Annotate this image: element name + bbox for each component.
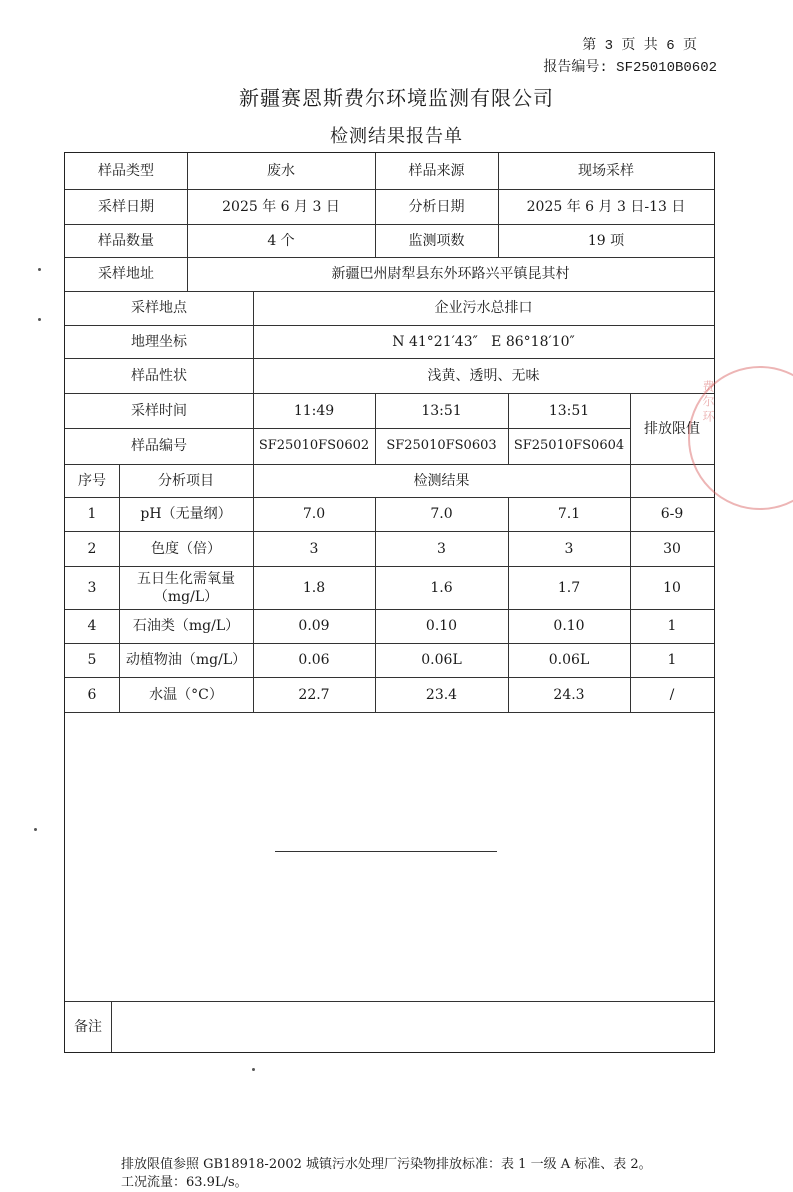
row-value-3: 1.7 bbox=[557, 579, 581, 596]
point-label: 采样地点 bbox=[131, 300, 187, 316]
report-title: 检测结果报告单 bbox=[330, 126, 463, 147]
time-2: 13:51 bbox=[421, 402, 462, 419]
row-value-2: 0.06L bbox=[421, 652, 462, 668]
nature-value: 浅黄、透明、无味 bbox=[427, 367, 540, 384]
code-label: 样品编号 bbox=[131, 438, 187, 454]
monitor-items-value: 19 项 bbox=[587, 232, 625, 249]
row-limit: / bbox=[669, 686, 675, 703]
page-info: 第 3 页 共 6 页 bbox=[582, 38, 697, 54]
row-seq: 5 bbox=[87, 652, 97, 668]
row-value-3: 0.06L bbox=[548, 652, 590, 668]
row-value-1: 22.7 bbox=[298, 686, 330, 703]
coords-value: N 41°21′43″ E 86°18′10″ bbox=[392, 333, 575, 350]
sample-source-label: 样品来源 bbox=[408, 163, 465, 179]
row-seq: 3 bbox=[87, 579, 97, 596]
row-value-2: 0.10 bbox=[425, 618, 458, 634]
limit-label: 排放限值 bbox=[644, 420, 700, 437]
sample-source-value: 现场采样 bbox=[578, 163, 634, 179]
time-label: 采样时间 bbox=[131, 402, 187, 419]
sample-type-value: 废水 bbox=[267, 163, 295, 179]
remarks-label: 备注 bbox=[74, 1018, 102, 1035]
scan-speck bbox=[34, 828, 37, 831]
row-limit: 6-9 bbox=[660, 506, 684, 522]
row-value-1: 7.0 bbox=[302, 506, 326, 522]
row-seq: 4 bbox=[87, 618, 97, 634]
row-item: 动植物油（mg/L） bbox=[125, 652, 247, 668]
code-3: SF25010FS0604 bbox=[513, 438, 625, 453]
company-name: 新疆赛恩斯费尔环境监测有限公司 bbox=[239, 86, 554, 110]
row-value-2: 1.6 bbox=[430, 579, 453, 596]
row-limit: 1 bbox=[667, 652, 677, 668]
address-value: 新疆巴州尉犁县东外环路兴平镇昆其村 bbox=[331, 266, 570, 282]
row-value-2: 3 bbox=[437, 540, 446, 557]
sampling-date-value: 2025 年 6 月 3 日 bbox=[222, 198, 340, 215]
remarks-text bbox=[121, 1156, 691, 1192]
row-item: 五日生化需氧量（mg/L） bbox=[137, 570, 235, 605]
row-seq: 1 bbox=[87, 506, 97, 522]
remarks-line-1: 排放限值参照 GB18918-2002 城镇污水处理厂污染物排放标准：表 1 一级 A 标准、表 2。 bbox=[121, 1157, 652, 1172]
scan-speck bbox=[38, 268, 41, 271]
seq-label: 序号 bbox=[78, 472, 106, 489]
row-value-1: 0.06 bbox=[298, 652, 330, 668]
analysis-date-label: 分析日期 bbox=[408, 198, 465, 215]
sample-type-label: 样品类型 bbox=[98, 163, 154, 179]
row-seq: 6 bbox=[87, 686, 97, 703]
row-value-2: 23.4 bbox=[425, 686, 458, 703]
time-1: 11:49 bbox=[293, 402, 335, 419]
row-item: 水温（°C） bbox=[149, 686, 223, 703]
row-value-1: 1.8 bbox=[302, 579, 326, 596]
row-value-1: 3 bbox=[309, 540, 319, 557]
row-seq: 2 bbox=[87, 540, 97, 557]
address-label: 采样地址 bbox=[98, 266, 154, 282]
seal-stamp-text: 费尔环 bbox=[701, 380, 715, 425]
code-2: SF25010FS0603 bbox=[386, 438, 497, 453]
nature-label: 样品性状 bbox=[131, 367, 187, 384]
row-value-3: 7.1 bbox=[557, 506, 581, 522]
item-label: 分析项目 bbox=[158, 472, 214, 489]
code-1: SF25010FS0602 bbox=[258, 438, 370, 453]
row-value-3: 24.3 bbox=[553, 686, 585, 703]
row-limit: 1 bbox=[667, 618, 677, 634]
coords-label: 地理坐标 bbox=[131, 333, 187, 350]
row-value-3: 0.10 bbox=[553, 618, 585, 634]
row-item: pH（无量纲） bbox=[140, 506, 232, 522]
sampling-date-label: 采样日期 bbox=[98, 198, 154, 215]
scan-speck bbox=[38, 318, 41, 321]
row-limit: 30 bbox=[663, 540, 681, 557]
row-item: 色度（倍） bbox=[151, 540, 221, 557]
sample-count-value: 4 个 bbox=[267, 232, 295, 249]
remarks-line-2: 工况流量：63.9L/s。 bbox=[121, 1175, 248, 1190]
report-number: 报告编号: SF25010B0602 bbox=[543, 60, 717, 76]
signature-line bbox=[275, 851, 497, 852]
row-item: 石油类（mg/L） bbox=[132, 618, 240, 634]
time-3: 13:51 bbox=[548, 402, 590, 419]
row-value-2: 7.0 bbox=[430, 506, 453, 522]
analysis-date-value: 2025 年 6 月 3 日-13 日 bbox=[526, 198, 686, 215]
row-limit: 10 bbox=[663, 579, 681, 596]
result-label: 检测结果 bbox=[413, 472, 470, 489]
sample-count-label: 样品数量 bbox=[98, 232, 154, 249]
row-value-1: 0.09 bbox=[298, 618, 330, 634]
row-value-3: 3 bbox=[564, 540, 574, 557]
point-value: 企业污水总排口 bbox=[434, 300, 533, 316]
results-table bbox=[64, 152, 715, 1190]
scan-speck bbox=[252, 1068, 255, 1071]
monitor-items-label: 监测项数 bbox=[408, 232, 465, 249]
